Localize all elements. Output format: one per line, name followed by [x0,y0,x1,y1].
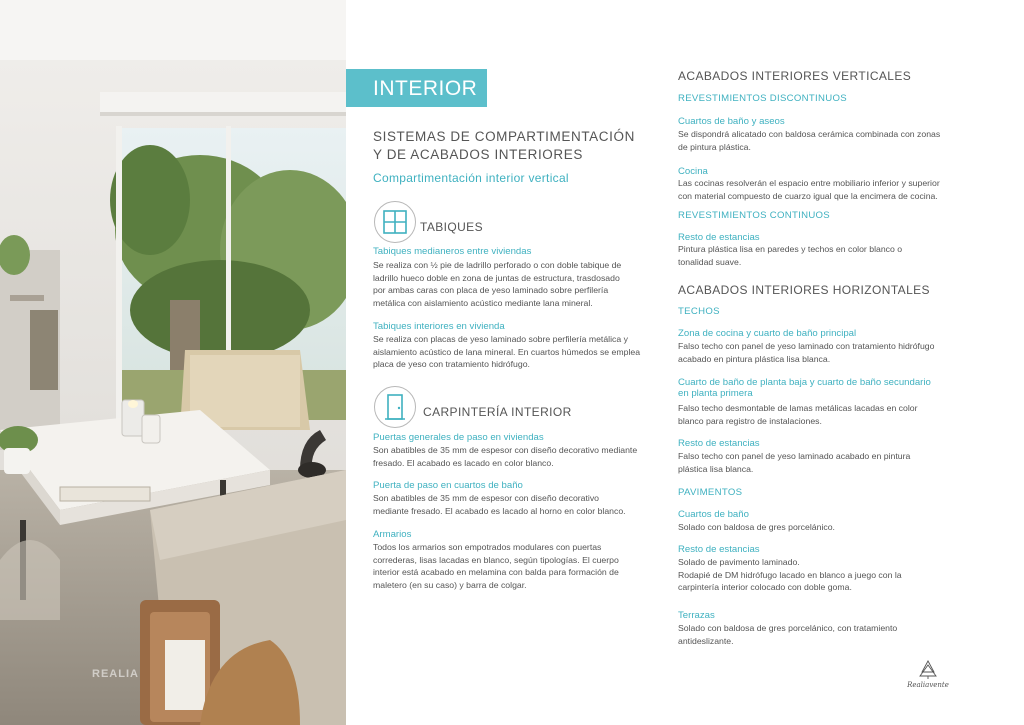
banos-pav-title: Cuartos de baño [678,509,749,520]
text-line: Falso techo con panel de yeso laminado acabado en pintura [678,451,911,461]
text-line: Falso techo con panel de yeso laminado con tratamiento hidrófugo [678,341,935,351]
puerta-bano-title: Puerta de paso en cuartos de baño [373,480,523,491]
revestimientos-discontinuos: REVESTIMIENTOS DISCONTINUOS [678,93,847,104]
verticales-heading: ACABADOS INTERIORES VERTICALES [678,69,912,83]
pavimentos-heading: PAVIMENTOS [678,487,743,498]
terrazas-title: Terrazas [678,610,715,621]
techos-heading: TECHOS [678,306,720,317]
tabiques-medianeros-title: Tabiques medianeros entre viviendas [373,246,532,257]
resto-techos-title: Resto de estancias [678,438,760,449]
text-line: Todos los armarios son empotrados modulares con puertas [373,542,602,552]
resto-pav-title: Resto de estancias [678,544,760,555]
text-line: ladrillo hueco doble en zona de juntas de estructura, trasdosado [373,272,620,283]
text-line: Solado con baldosa de gres porcelánico, con tratamiento [678,623,898,633]
text-line: con material compuesto de cuarzo igual que la encimera de cocina. [678,190,938,201]
text-line: fresado. El acabado es lacado en color blanco. [373,457,554,468]
armarios-text [373,541,619,591]
resto-estancias-vert-text [678,243,902,268]
svg-text:Realiavente: Realiavente [907,681,949,689]
text-line: placa de yeso con tratamiento hidrófugo. [373,359,530,370]
text-line: carpintería interior colocado con doble goma. [678,582,852,593]
tabiques-medianeros-text [373,259,621,309]
text-line: Pintura plástica lisa en paredes y techos en color blanco o [678,244,903,254]
text-line: aislamiento acústico de lana mineral. En cuartos húmedos se emplea [373,346,641,357]
page-title: INTERIOR [373,77,478,100]
text-line: Falso techo desmontable de lamas metálicas lacadas en color [678,403,918,413]
cocina-title: Cocina [678,166,708,177]
resto-estancias-vert-title: Resto de estancias [678,232,760,243]
title-line: Cuarto de baño de planta baja y cuarto de baño secundario [678,377,931,388]
main-heading-line-1: SISTEMAS DE COMPARTIMENTACIÓN [373,129,635,144]
bano-planta-text [678,402,918,427]
banos-aseos-text [678,128,940,153]
interior-photo [0,0,346,725]
revestimientos-continuos: REVESTIMIENTOS CONTINUOS [678,210,831,221]
text-line: Solado de pavimento laminado. [678,557,800,567]
window-grid-icon [374,201,416,243]
puertas-generales-title: Puertas generales de paso en viviendas [373,432,544,443]
armarios-title: Armarios [373,529,412,540]
tabiques-title: TABIQUES [420,220,483,234]
text-line: Son abatibles de 35 mm de espesor con diseño decorativo mediante [373,445,638,455]
text-line: tonalidad suave. [678,256,742,267]
text-line: Se realiza con ½ pie de ladrillo perforado o con doble tabique de [373,260,622,270]
text-line: Rodapié de DM hidrófugo lacado en blanco a juego con la [678,569,902,580]
text-line: maletero (en su caso) y barra de colgar. [373,579,527,590]
horizontales-heading: ACABADOS INTERIORES HORIZONTALES [678,283,930,297]
tabiques-interiores-title: Tabiques interiores en vivienda [373,321,505,332]
carpinteria-title: CARPINTERÍA INTERIOR [423,405,572,419]
main-subheading: Compartimentación interior vertical [373,171,569,185]
text-line: blanco para registro de instalaciones. [678,415,822,426]
terrazas-text [678,622,897,647]
text-line: antideslizante. [678,635,734,646]
puertas-generales-text [373,444,637,469]
tabiques-interiores-text [373,333,640,371]
text-line: de pintura plástica. [678,141,751,152]
text-line: Se realiza con placas de yeso laminado sobre perfilería metálica y [373,334,628,344]
text-line: correderas, lisas lacadas en blanco, según tipologías. El cuerpo [373,554,619,565]
section-title-bar [346,69,487,107]
text-line: acabado en pintura plástica lisa blanca. [678,353,831,364]
banos-aseos-title: Cuartos de baño y aseos [678,116,785,127]
resto-techos-text [678,450,910,475]
banos-pav-text [678,521,835,534]
text-line: Se dispondrá alicatado con baldosa cerámica combinada con zonas [678,129,941,139]
text-line: Las cocinas resolverán el espacio entre mobiliario inferior y superior [678,178,940,188]
bano-planta-title [678,377,931,399]
text-line: interior está acabado en melamina con balda para formación de [373,567,619,578]
door-icon [374,386,416,428]
main-heading-line-2: Y DE ACABADOS INTERIORES [373,147,583,162]
text-line: Solado con baldosa de gres porcelánico. [678,522,835,532]
cocina-text [678,177,940,202]
text-line: metálica con aislamiento acústico mediante lana mineral. [373,297,593,308]
zona-cocina-text [678,340,934,365]
zona-cocina-title: Zona de cocina y cuarto de baño principal [678,328,857,339]
resto-pav-text [678,556,902,594]
text-line: mediante fresado. El acabado es lacado al horno en color blanco. [373,505,626,516]
title-line: en planta primera [678,388,753,399]
tree-logo-icon [892,660,964,690]
text-line: plástica lisa blanca. [678,463,754,474]
photo-watermark: REALIA [92,668,139,680]
brand-logo [892,660,964,690]
text-line: por ambas caras con placa de yeso laminado sobre perfilería [373,285,609,296]
text-line: Son abatibles de 35 mm de espesor con diseño decorativo [373,493,600,503]
puerta-bano-text [373,492,626,517]
